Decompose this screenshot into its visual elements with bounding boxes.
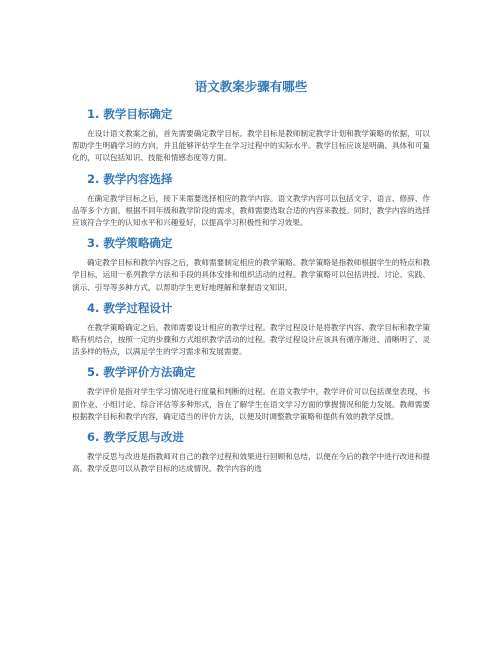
section-teaching-content bbox=[72, 171, 430, 230]
section-teaching-process bbox=[72, 300, 430, 359]
section-heading: 5. 教学评价方法确定 bbox=[87, 365, 196, 380]
section-teaching-reflection bbox=[72, 429, 430, 475]
section-paragraph: 确定教学目标和教学内容之后，教师需要制定相应的教学策略。教学策略是指教师根据学生的特点和教学目标，运用一系列教学方法和手段的具体安排和组织活动的过程。教学策略可以包括讲授、讨论、实践、演示、引导等多种方式，以帮助学生更好地理解和掌握语文知识。 bbox=[72, 258, 430, 292]
section-teaching-strategy bbox=[72, 235, 430, 294]
section-heading: 1. 教学目标确定 bbox=[87, 107, 173, 121]
section-paragraph: 在教学策略确定之后，教师需要设计相应的教学过程。教学过程设计是将教学内容、教学目标和教学策略有机结合，按照一定的步骤和方式组织教学活动的过程。教学过程设计应该具有循序渐进、清晰明了、灵活多样的特点，以满足学生的学习需求和发展需要。 bbox=[72, 322, 430, 357]
section-heading: 2. 教学内容选择 bbox=[87, 171, 173, 186]
section-heading: 3. 教学策略确定 bbox=[87, 236, 173, 251]
section-heading: 6. 教学反思与改进 bbox=[87, 430, 184, 445]
section-paragraph: 教学评价是指对学生学习情况进行度量和判断的过程。在语文教学中，教学评价可以包括课堂表现、书面作业、小组讨论、综合评估等多种形式，旨在了解学生在语文学习方面的掌握情况和能力发展。教师需要根据教学目标和教学内容，确定适当的评价方法，以便及时调整教学策略和提供有效的教学反馈。 bbox=[72, 387, 430, 421]
section-teaching-objectives bbox=[72, 106, 430, 165]
section-paragraph: 在确定教学目标之后，接下来需要选择相应的教学内容。语文教学内容可以包括文字、语言、修辞、作品等多个方面，根据不同年级和教学阶段的需求，教师需要选取合适的内容来教授。同时，教学内容的选择应该符合学生的认知水平和兴趣爱好，以提高学习积极性和学习效果。 bbox=[72, 193, 430, 228]
document-page bbox=[72, 78, 430, 481]
section-teaching-evaluation bbox=[72, 364, 430, 423]
document-title: 语文教案步骤有哪些 bbox=[194, 79, 308, 94]
section-heading: 4. 教学过程设计 bbox=[87, 300, 173, 315]
section-paragraph: 教学反思与改进是指教师对自己的教学过程和效果进行回顾和总结，以便在今后的教学中进行改进和提高。教学反思可以从教学目标的达成情况、教学内容的选 bbox=[72, 452, 430, 474]
section-paragraph: 在设计语文教案之前，首先需要确定教学目标。教学目标是教师制定教学计划和教学策略的依据，可以帮助学生明确学习的方向，并且能够评估学生在学习过程中的实际水平。教学目标应该是明确、具体和可量化的，可以包括知识、技能和情感态度等方面。 bbox=[72, 129, 430, 163]
